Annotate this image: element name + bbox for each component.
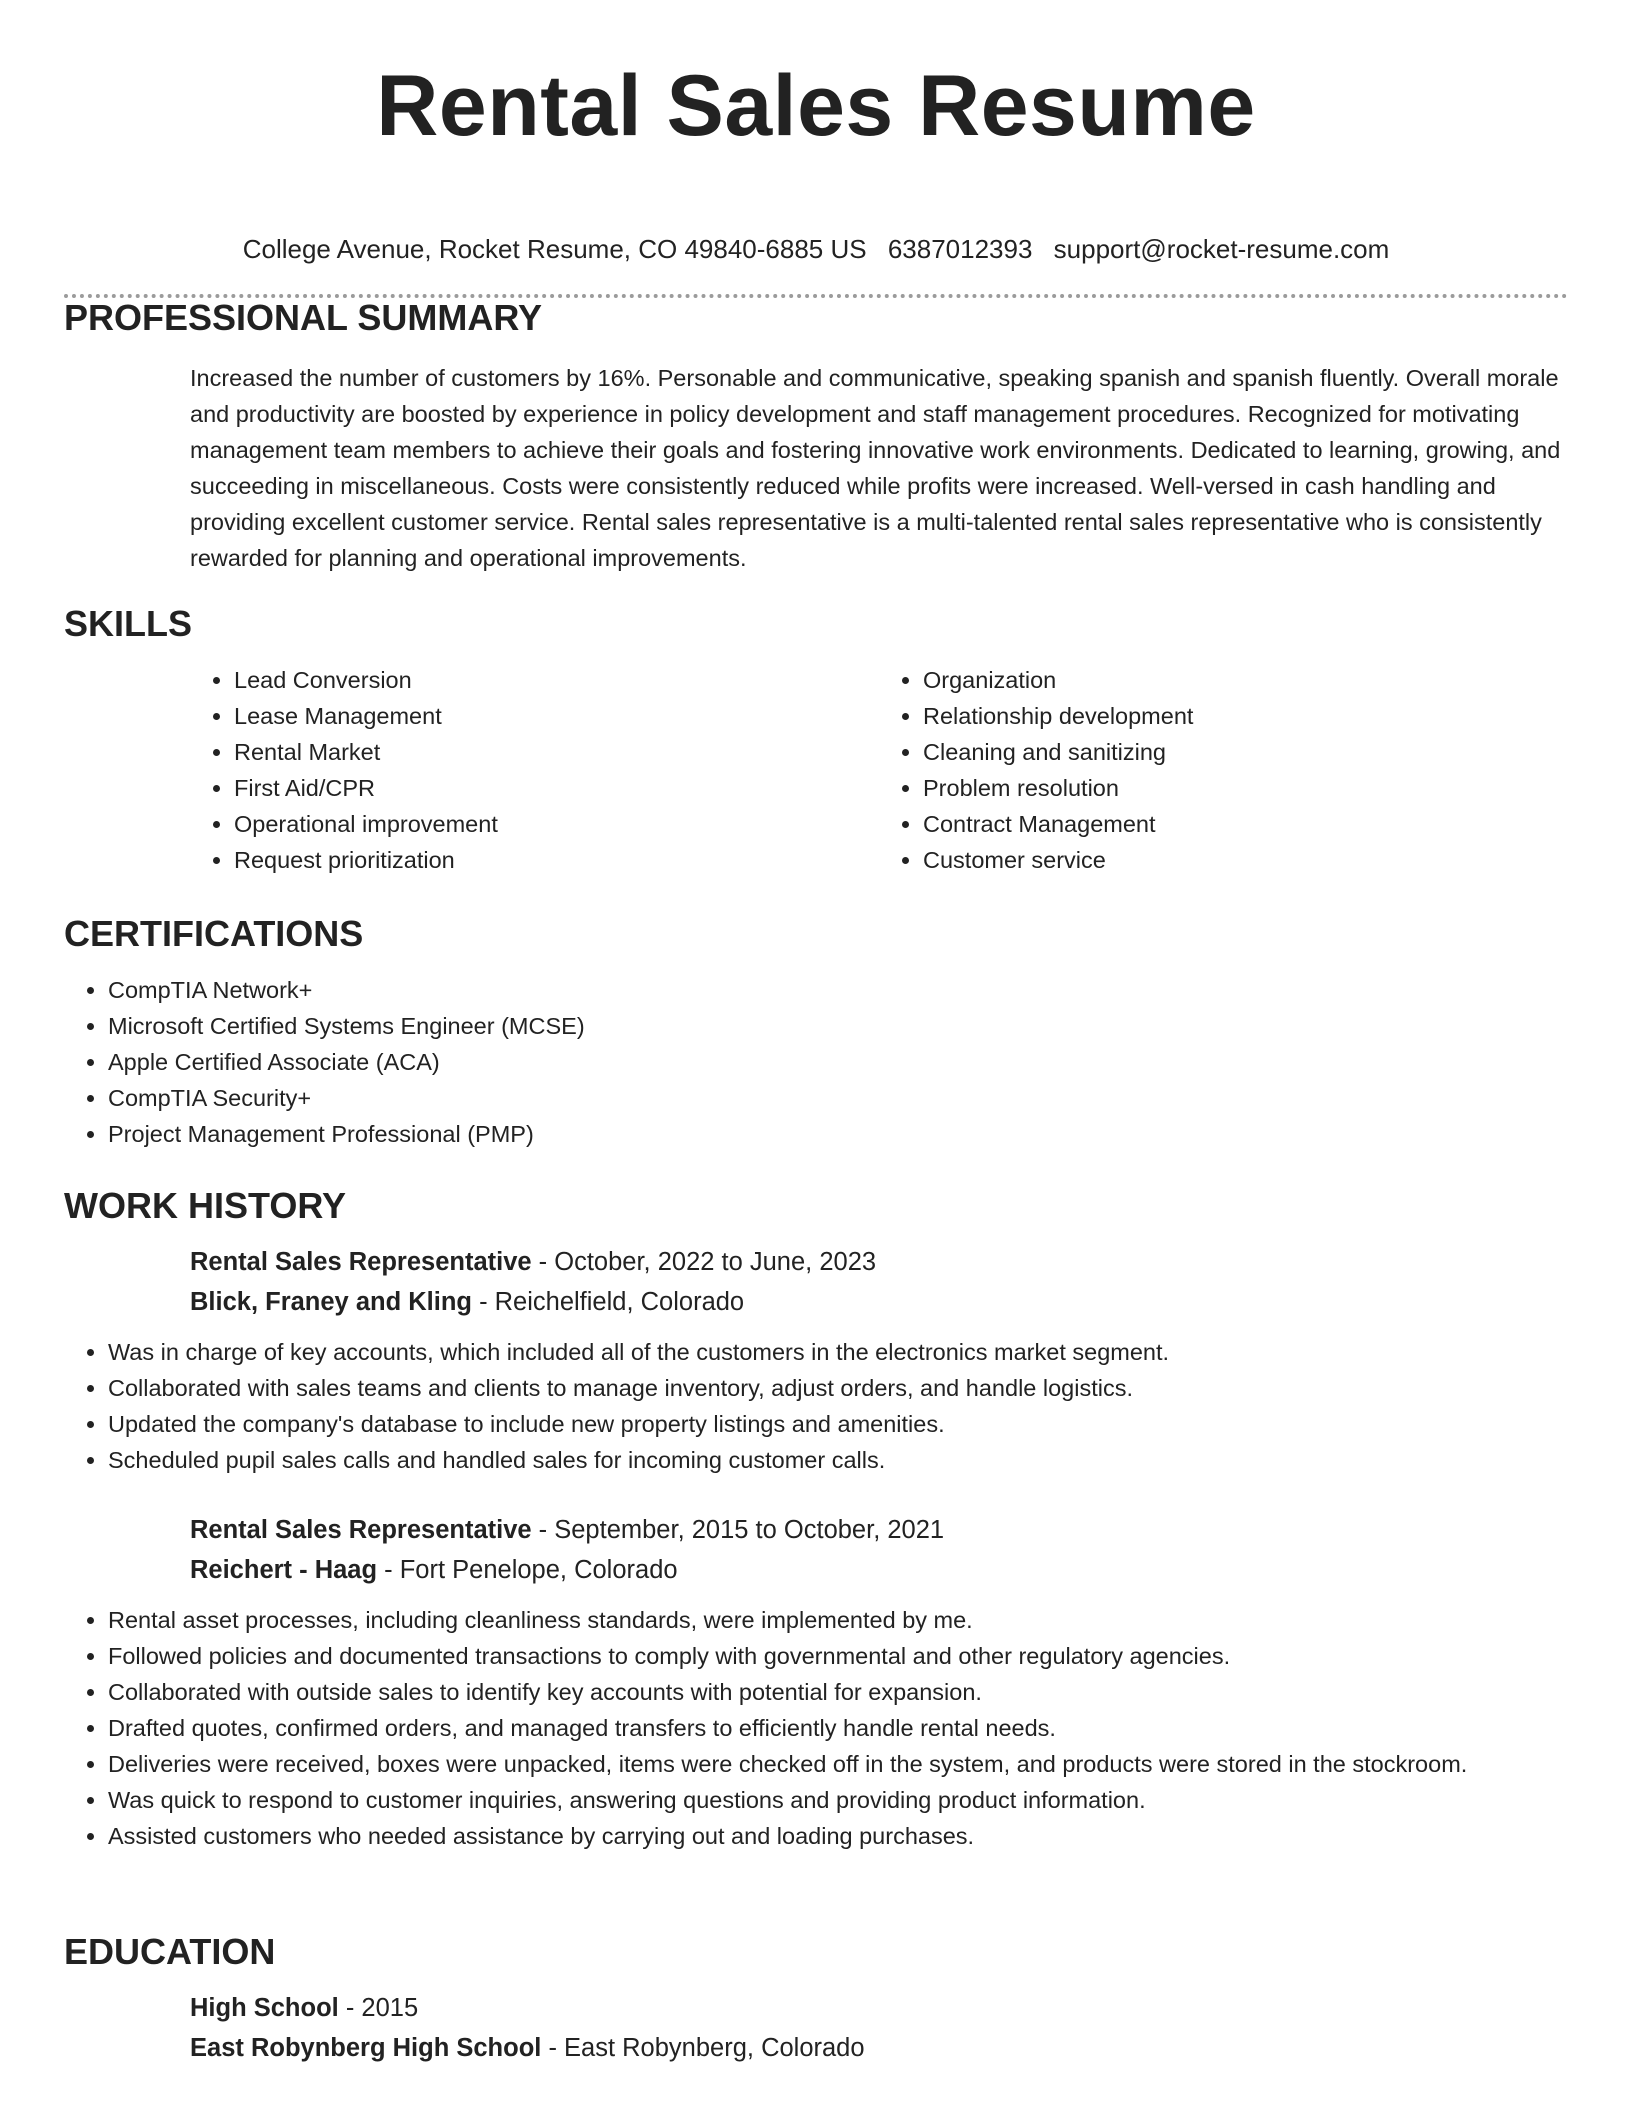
list-item: • First Aid/CPR	[234, 770, 879, 806]
contact-email[interactable]: support@rocket-resume.com	[1053, 234, 1390, 264]
job-title: Rental Sales Representative	[190, 1516, 532, 1544]
education-degree: High School	[190, 1994, 339, 2022]
list-item: • Request prioritization	[234, 842, 879, 878]
skills-list-right	[879, 662, 1568, 878]
list-item: • Problem resolution	[923, 770, 1568, 806]
list-item: • Rental Market	[234, 734, 879, 770]
job-bullets	[64, 1602, 1568, 1854]
list-item: • Assisted customers who needed assistance by carrying out and loading purchases.	[108, 1818, 1568, 1854]
job-location: - Fort Penelope, Colorado	[377, 1556, 678, 1584]
list-item: • CompTIA Network+	[108, 972, 1568, 1008]
education-entry	[190, 1988, 1568, 2068]
education-heading: EDUCATION	[64, 1931, 276, 1972]
education-school-line	[190, 2028, 1568, 2068]
list-item: • Scheduled pupil sales calls and handled sales for incoming customer calls.	[108, 1442, 1568, 1478]
job-dates: - September, 2015 to October, 2021	[531, 1516, 945, 1544]
work-section	[64, 1184, 1568, 1854]
skills-heading: SKILLS	[64, 603, 193, 644]
certifications-list	[64, 972, 1568, 1152]
job-bullets	[64, 1334, 1568, 1478]
list-item: • Followed policies and documented transactions to comply with governmental and other regulatory agencies.	[108, 1638, 1568, 1674]
job-title: Rental Sales Representative	[190, 1248, 532, 1276]
list-item: • Apple Certified Associate (ACA)	[108, 1044, 1568, 1080]
list-item: • Drafted quotes, confirmed orders, and managed transfers to efficiently handle rental needs.	[108, 1710, 1568, 1746]
list-item: • Organization	[923, 662, 1568, 698]
contact-line	[64, 232, 1568, 266]
education-section	[64, 1930, 1568, 2068]
list-item: • Cleaning and sanitizing	[923, 734, 1568, 770]
list-item: • Lead Conversion	[234, 662, 879, 698]
job-location: - Reichelfield, Colorado	[471, 1288, 745, 1316]
education-degree-line	[190, 1988, 1568, 2028]
list-item: • Was quick to respond to customer inquiries, answering questions and providing product information.	[108, 1782, 1568, 1818]
contact-phone: 6387012393	[887, 234, 1033, 264]
list-item: • Lease Management	[234, 698, 879, 734]
list-item: • Customer service	[923, 842, 1568, 878]
list-item: • Microsoft Certified Systems Engineer (MCSE)	[108, 1008, 1568, 1044]
list-item: • Was in charge of key accounts, which included all of the customers in the electronics market segment.	[108, 1334, 1568, 1370]
list-item: • Operational improvement	[234, 806, 879, 842]
job-company: Blick, Franey and Kling	[190, 1288, 472, 1316]
list-item: • Updated the company's database to include new property listings and amenities.	[108, 1406, 1568, 1442]
summary-heading: PROFESSIONAL SUMMARY	[64, 297, 543, 338]
job-title-line	[190, 1242, 1568, 1282]
job-company-line	[190, 1550, 1568, 1590]
skills-columns	[190, 662, 1568, 878]
list-item: • Relationship development	[923, 698, 1568, 734]
resume-title: Rental Sales Resume	[376, 58, 1256, 154]
job-dates: - October, 2022 to June, 2023	[531, 1248, 877, 1276]
job-entry	[190, 1510, 1568, 1590]
list-item: • CompTIA Security+	[108, 1080, 1568, 1116]
education-year: - 2015	[338, 1994, 419, 2022]
education-school: East Robynberg High School	[190, 2034, 542, 2062]
list-item: • Contract Management	[923, 806, 1568, 842]
list-item: • Rental asset processes, including cleanliness standards, were implemented by me.	[108, 1602, 1568, 1638]
list-item: • Collaborated with sales teams and clients to manage inventory, adjust orders, and handle logistics.	[108, 1370, 1568, 1406]
job-company: Reichert - Haag	[190, 1556, 378, 1584]
summary-text: Increased the number of customers by 16%. Personable and communicative, speaking spanish and spanish fluently. Overall morale and productivity are boosted by experience in policy development and staff management procedures. Recognized for motivating management team members to achieve their goals and fostering innovative work environments. Dedicated to learning, growing, and succeeding in miscellaneous. Costs were consistently reduced while profits were increased. Well-versed in cash handling and providing excellent customer service. Rental sales representative is a multi-talented rental sales representative who is consistently rewarded for planning and operational improvements.	[190, 365, 1561, 571]
certifications-heading: CERTIFICATIONS	[64, 913, 364, 954]
summary-section	[64, 296, 1568, 576]
certifications-section	[64, 912, 1568, 1152]
job-entry	[190, 1242, 1568, 1322]
skills-list-left	[190, 662, 879, 878]
list-item: • Project Management Professional (PMP)	[108, 1116, 1568, 1152]
list-item: • Deliveries were received, boxes were unpacked, items were checked off in the system, and products were stored in the stockroom.	[108, 1746, 1568, 1782]
job-company-line	[190, 1282, 1568, 1322]
job-title-line	[190, 1510, 1568, 1550]
list-item: • Collaborated with outside sales to identify key accounts with potential for expansion.	[108, 1674, 1568, 1710]
education-location: - East Robynberg, Colorado	[541, 2034, 865, 2062]
contact-address: College Avenue, Rocket Resume, CO 49840-6885 US	[242, 234, 867, 264]
work-heading: WORK HISTORY	[64, 1185, 347, 1226]
skills-section	[64, 602, 1568, 878]
